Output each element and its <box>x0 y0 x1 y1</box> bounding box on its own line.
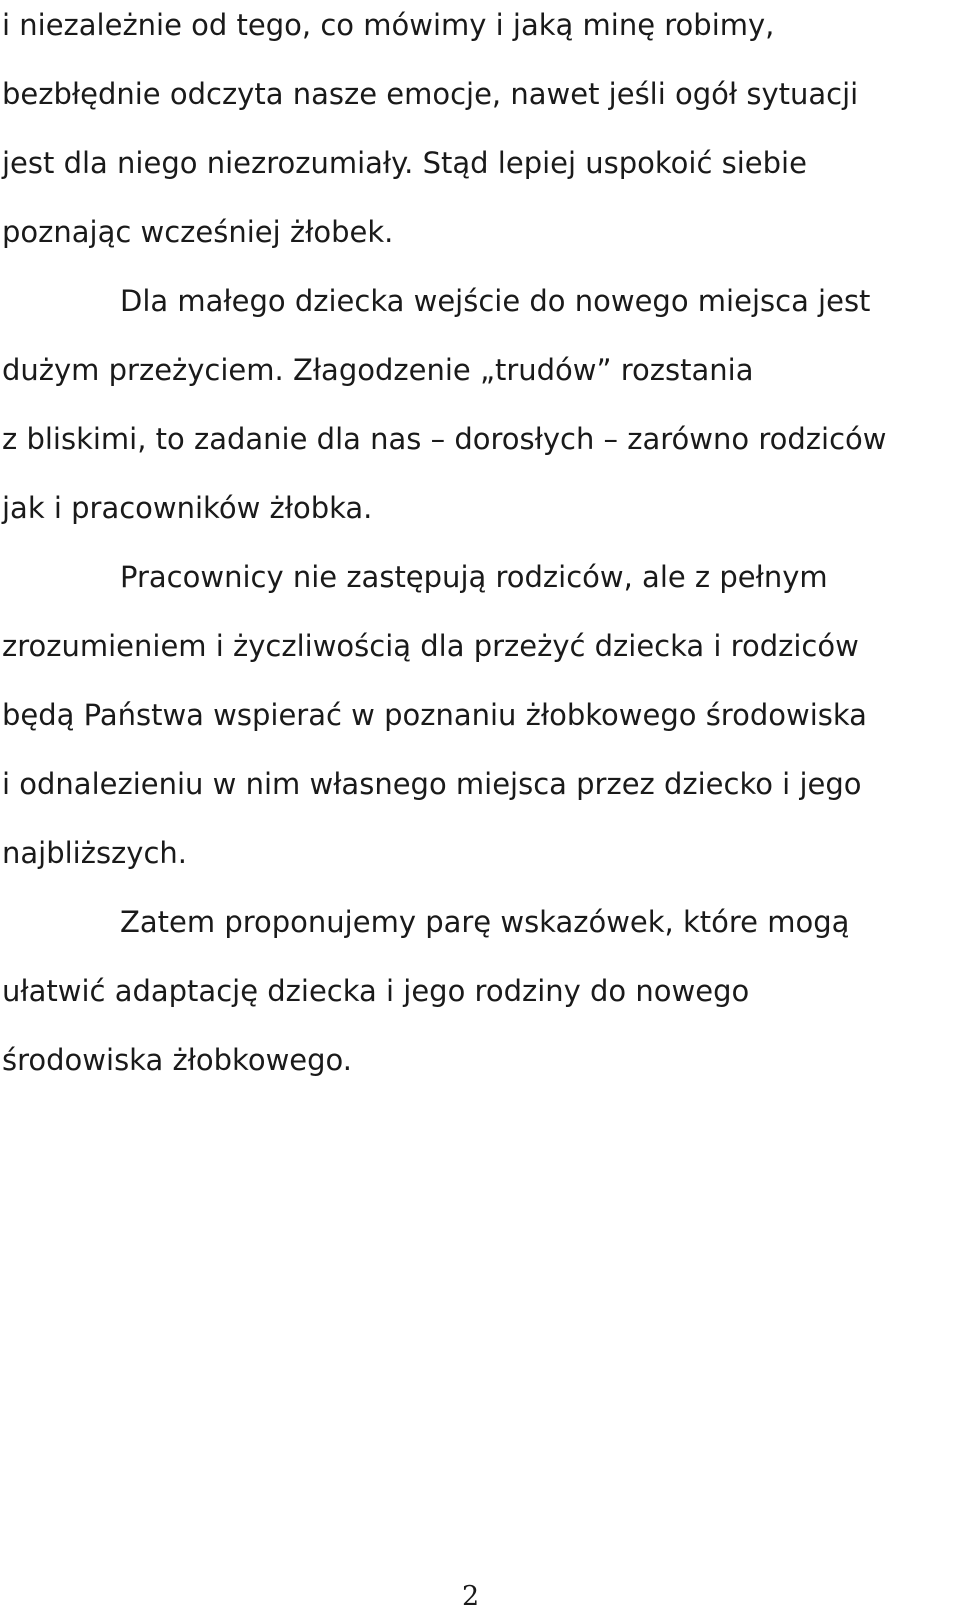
text-line: bezbłędnie odczyta nasze emocje, nawet jeśli ogół sytuacji <box>2 77 859 111</box>
text-line: zrozumieniem i życzliwością dla przeżyć dziecka i rodziców <box>2 629 859 663</box>
paragraph-first-line: Zatem proponujemy parę wskazówek, które mogą <box>120 905 850 939</box>
paragraph-first-line: Dla małego dziecka wejście do nowego miejsca jest <box>120 284 871 318</box>
text-line: jest dla niego niezrozumiały. Stąd lepiej uspokoić siebie <box>2 146 807 180</box>
text-line: środowiska żłobkowego. <box>2 1043 352 1077</box>
text-line: i odnalezieniu w nim własnego miejsca przez dziecko i jego <box>2 767 862 801</box>
text-line: dużym przeżyciem. Złagodzenie „trudów” rozstania <box>2 353 754 387</box>
text-line: z bliskimi, to zadanie dla nas – dorosłych – zarówno rodziców <box>2 422 887 456</box>
text-line: poznając wcześniej żłobek. <box>2 215 394 249</box>
text-line: najbliższych. <box>2 836 187 870</box>
text-line: będą Państwa wspierać w poznaniu żłobkowego środowiska <box>2 698 867 732</box>
paragraph-first-line: Pracownicy nie zastępują rodziców, ale z pełnym <box>120 560 828 594</box>
page-number: 2 <box>462 1581 480 1612</box>
text-line: jak i pracowników żłobka. <box>2 491 373 525</box>
text-line: i niezależnie od tego, co mówimy i jaką minę robimy, <box>2 8 775 42</box>
text-line: ułatwić adaptację dziecka i jego rodziny do nowego <box>2 974 750 1008</box>
